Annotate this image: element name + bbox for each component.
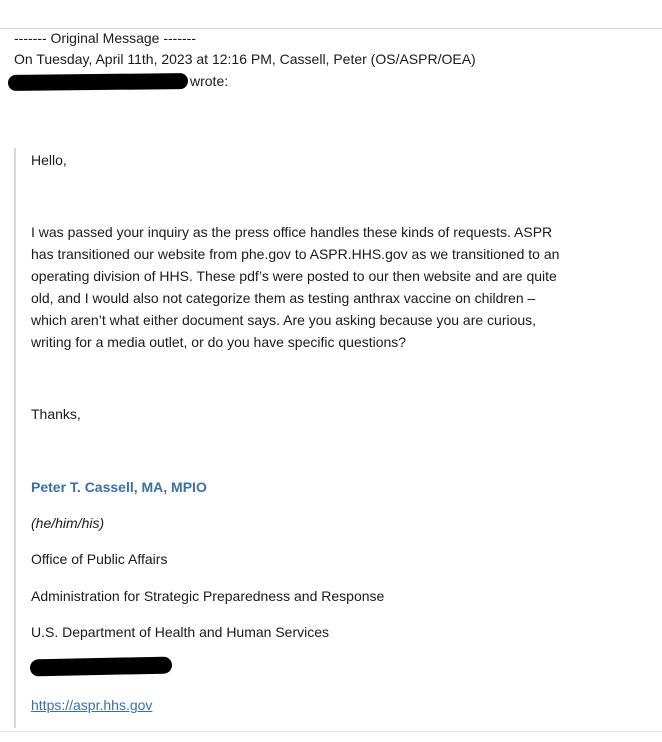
original-message-separator: ------- Original Message ------- [14, 30, 196, 46]
paragraph-line: has transitioned our website from phe.gov to ASPR.HHS.gov as we transitioned to an [31, 246, 560, 262]
redacted-phone [30, 657, 172, 677]
signature-office: Office of Public Affairs [31, 551, 168, 567]
paragraph-line: which aren’t what either document says. Are you asking because you are curious, [31, 312, 537, 328]
signature-name: Peter T. Cassell, MA, MPIO [31, 479, 207, 495]
paragraph-line: writing for a media outlet, or do you have specific questions? [31, 334, 407, 350]
greeting: Hello, [31, 152, 67, 168]
signature-pronouns: (he/him/his) [31, 515, 105, 531]
signature-department: U.S. Department of Health and Human Services [31, 624, 330, 640]
bottom-divider [0, 731, 662, 732]
closing: Thanks, [31, 406, 81, 422]
aspr-website-link[interactable]: https://aspr.hhs.gov [31, 697, 153, 713]
signature-administration: Administration for Strategic Preparedness and Response [31, 588, 385, 604]
wrote-label: wrote: [190, 73, 229, 89]
message-paragraph [31, 221, 631, 353]
paragraph-line: I was passed your inquiry as the press office handles these kinds of requests. ASPR [31, 224, 553, 240]
paragraph-line: operating division of HHS. These pdf’s were posted to our then website and are quite [31, 268, 557, 284]
reply-date-line: On Tuesday, April 11th, 2023 at 12:16 PM, Cassell, Peter (OS/ASPR/OEA) [14, 51, 476, 67]
redacted-sender-email [8, 73, 188, 91]
paragraph-line: old, and I would also not categorize them as testing anthrax vaccine on children – [31, 290, 536, 306]
quote-bar [14, 148, 16, 728]
